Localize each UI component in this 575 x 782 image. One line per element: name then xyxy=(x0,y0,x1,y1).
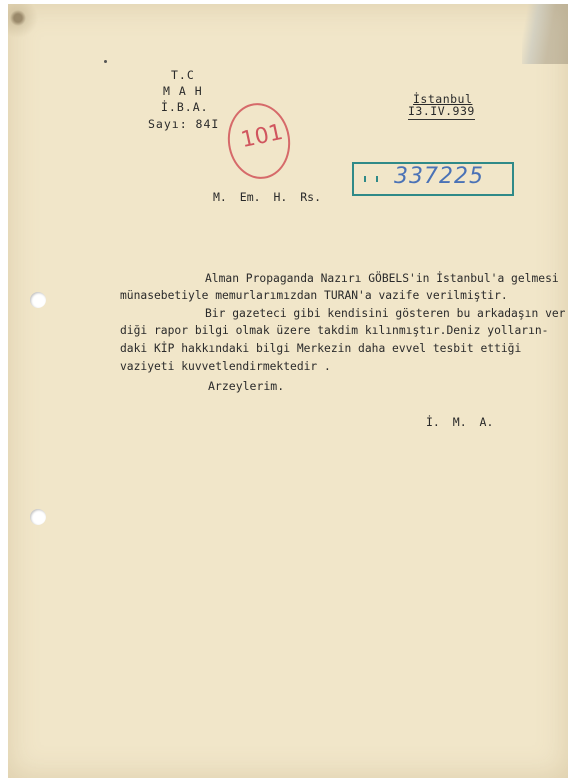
closing: Arzeylerim. xyxy=(208,379,285,393)
document-number: Sayı: 84I xyxy=(148,117,220,131)
punch-hole xyxy=(30,509,46,525)
body-line: Bir gazeteci gibi kendisini gösteren bu arkadaşın ver xyxy=(205,307,566,320)
signature: İ. M. A. xyxy=(426,415,494,429)
body-line: diği rapor bilgi olmak üzere takdim kılınmıştır.Deniz yolların- xyxy=(120,324,549,337)
corner-stain xyxy=(8,4,48,44)
registry-number: 337225 xyxy=(394,164,484,189)
punch-hole xyxy=(30,292,46,308)
corner-stain xyxy=(522,4,568,64)
date: I3.IV.939 xyxy=(408,104,475,118)
header-line: M A H xyxy=(163,84,203,98)
stamp-number: 101 xyxy=(238,119,286,154)
registry-stamp xyxy=(352,162,514,196)
addressee: M. Em. H. Rs. xyxy=(213,190,322,204)
stamp-tick xyxy=(364,176,366,182)
stamp-tick xyxy=(376,176,378,182)
document-page xyxy=(8,4,568,778)
ink-speck xyxy=(104,60,107,63)
body-line: Alman Propaganda Nazırı GÖBELS'in İstanbul'a gelmesi xyxy=(205,272,559,285)
body-line: münasebetiyle memurlarımızdan TURAN'a vazife verilmiştir. xyxy=(120,289,508,302)
body-line: daki KİP hakkındaki bilgi Merkezin daha evvel tesbit ettiği xyxy=(120,342,522,355)
header-line: T.C xyxy=(171,68,195,82)
place: İstanbul xyxy=(413,92,473,106)
header-line: İ.B.A. xyxy=(161,100,209,114)
body-line: vaziyeti kuvvetlendirmektedir . xyxy=(120,360,331,373)
